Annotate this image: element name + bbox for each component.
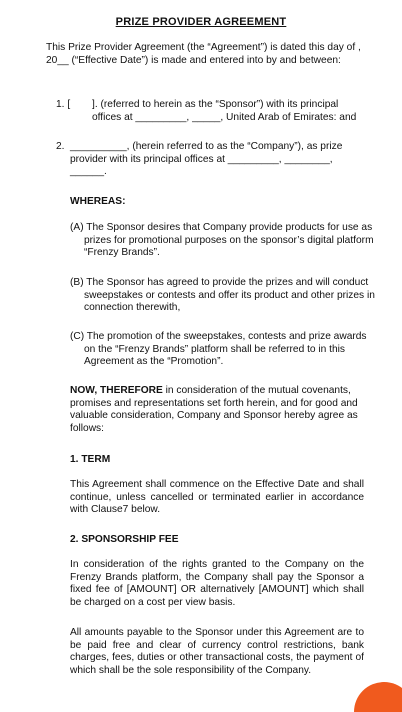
whereas-item-c: (C) The promotion of the sweepstakes, contests and prize awards on the “Frenzy Brands” platform shall be referred to in this Agreement as the “Promotion”. xyxy=(70,331,367,368)
party-2-text: __________, (herein referred to as the “Company”), as prize provider with its principal offices at _________, ________, ______. xyxy=(70,141,343,178)
floating-action-button[interactable] xyxy=(354,682,402,712)
intro-paragraph: This Prize Provider Agreement (the “Agreement”) is dated this day of , 20__ (“Effective Date”) is made and entered into by and between: xyxy=(46,42,361,66)
section-2-paragraph-1: In consideration of the rights granted to the Company on the Frenzy Brands platform, the Company shall pay the Sponsor a fixed fee of [AMOUNT] OR alternatively [AMOUNT] which shall be charged on a cost per view basis. xyxy=(70,559,364,608)
therefore-body: in consideration of the mutual covenants, promises and representations set forth herein, and for good and valuable consideration, Company and Sponsor hereby agree as follows: xyxy=(70,385,358,434)
party-1-text: ]. (referred to herein as the “Sponsor”) with its principal offices at _________, _____, United Arab of Emirates: and xyxy=(92,99,357,123)
whereas-item-b: (B) The Sponsor has agreed to provide the prizes and will conduct sweepstakes or contests and offer its product and other prizes in connection therewith, xyxy=(70,277,375,314)
section-1-heading: 1. TERM xyxy=(70,454,111,465)
party-2-number: 2. xyxy=(56,141,65,152)
therefore-paragraph xyxy=(70,385,364,435)
document-title: PRIZE PROVIDER AGREEMENT xyxy=(115,16,287,28)
therefore-lead: NOW, THEREFORE xyxy=(70,385,163,396)
whereas-heading: WHEREAS: xyxy=(70,196,126,207)
party-1-number: 1. [ xyxy=(56,99,71,110)
section-1-paragraph: This Agreement shall commence on the Effective Date and shall continue, unless cancelled or terminated earlier in accordance with Clause7 below. xyxy=(70,479,364,516)
section-2-paragraph-2: All amounts payable to the Sponsor under this Agreement are to be paid free and clear of currency control restrictions, bank charges, fees, duties or other transactional costs, the payment of which shall be the sole responsibility of the Company. xyxy=(70,627,364,676)
whereas-item-a: (A) The Sponsor desires that Company provide products for use as prizes for promotional purposes on the sponsor’s digital platform “Frenzy Brands”. xyxy=(70,222,374,259)
section-2-heading: 2. SPONSORSHIP FEE xyxy=(70,534,179,545)
